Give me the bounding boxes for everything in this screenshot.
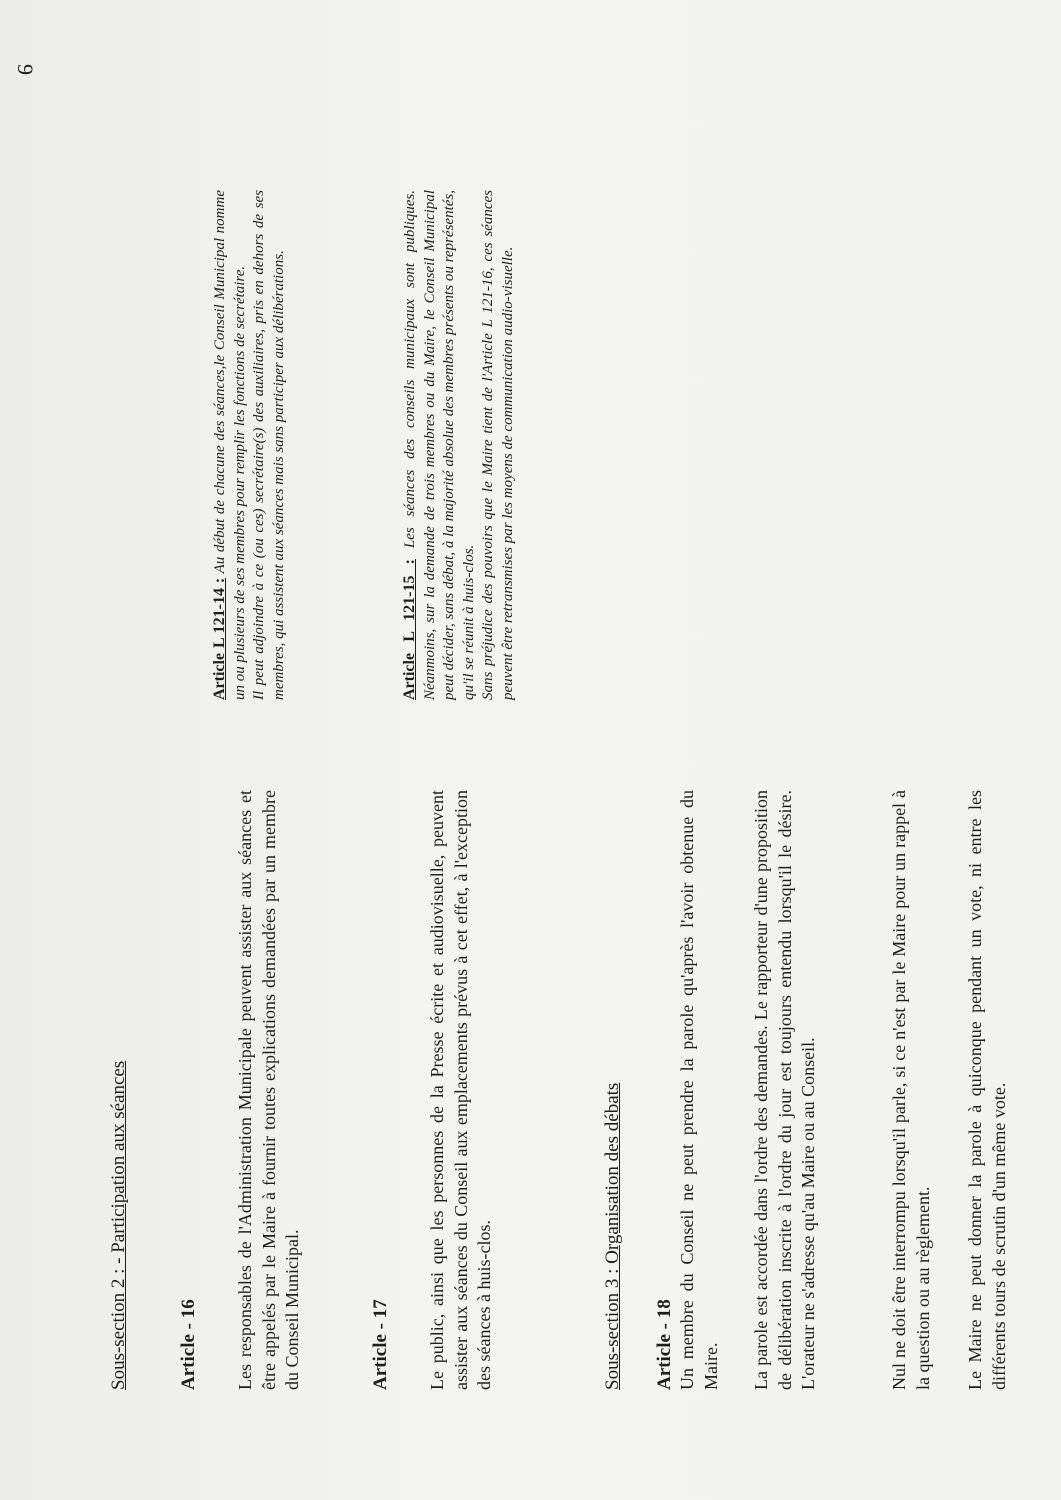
rotated-content xyxy=(60,20,1060,1420)
article-l121-14-ref: Article L 121-14 : xyxy=(211,577,228,700)
article-18-paragraph-1: Un membre du Conseil ne peut prendre la parole qu'après l'avoir obtenue du Maire. xyxy=(677,790,721,1390)
article-17-title: Article - 17 xyxy=(370,1299,391,1390)
article-18-paragraph-4: Le Maire ne peut donner la parole à quiconque pendant un vote, ni entre les différents tours de scrutin d'un même vote. xyxy=(965,790,1009,1390)
article-16-title: Article - 16 xyxy=(178,1299,199,1390)
article-l121-14-body-1: Au début de chacune des séances,le Conseil Municipal nomme un ou plusieurs de ses membres pour remplir les fonctions de secrétaire. xyxy=(212,190,248,700)
subsection-2-title: Sous-section 2 : - Participation aux séances xyxy=(108,1060,129,1390)
article-l121-15-body-1: Les séances des conseils municipaux sont publiques. Néanmoins, sur la demande de trois membres ou du Maire, le Conseil Municipal peut décider, sans débat, à la majorité absolue des membres présents ou représentés, qu'il se réunit à huis-clos. xyxy=(402,189,477,700)
article-l121-15-text-1 xyxy=(400,190,479,700)
article-17-text: Le public, ainsi que les personnes de la Presse écrite et audiovisuelle, peuvent assister aux séances du Conseil aux emplacements prévus à cet effet, à l'exception des séances à huis-clos. xyxy=(427,790,494,1390)
subsection-3-title: Sous-section 3 : Organisation des débats xyxy=(602,1082,623,1390)
article-l121-15-text-2: Sans préjudice des pouvoirs que le Maire tient de l'Article L 121-16, ces séances peuvent être retransmises par les moyens de communication audio-visuelle. xyxy=(480,190,516,700)
article-l121-14-text-2: Il peut adjoindre à ce (ou ces) secrétaire(s) des auxiliaires, pris en dehors de ses membres, qui assistent aux séances mais sans participer aux délibérations. xyxy=(251,190,287,700)
article-16-text: Les responsables de l'Administration Municipale peuvent assister aux séances et être appelés par le Maire à fournir toutes explications demandées par un membre du Conseil Municipal. xyxy=(235,790,302,1390)
article-l121-15-ref: Article L 121-15 : xyxy=(401,559,418,700)
article-18-paragraph-3: Nul ne doit être interrompu lorsqu'il parle, si ce n'est par le Maire pour un rappel à la question ou au règlement. xyxy=(889,790,933,1390)
page-number: 9 xyxy=(13,64,38,75)
article-18-title: Article - 18 xyxy=(654,1299,675,1390)
article-18-paragraph-2: La parole est accordée dans l'ordre des demandes. Le rapporteur d'une proposition de délibération inscrite à l'ordre du jour est toujours entendu lorsqu'il le désire. L'orateur ne s'adresse qu'au Maire ou au Conseil. xyxy=(751,790,818,1390)
article-l121-14-text-1 xyxy=(210,190,250,700)
